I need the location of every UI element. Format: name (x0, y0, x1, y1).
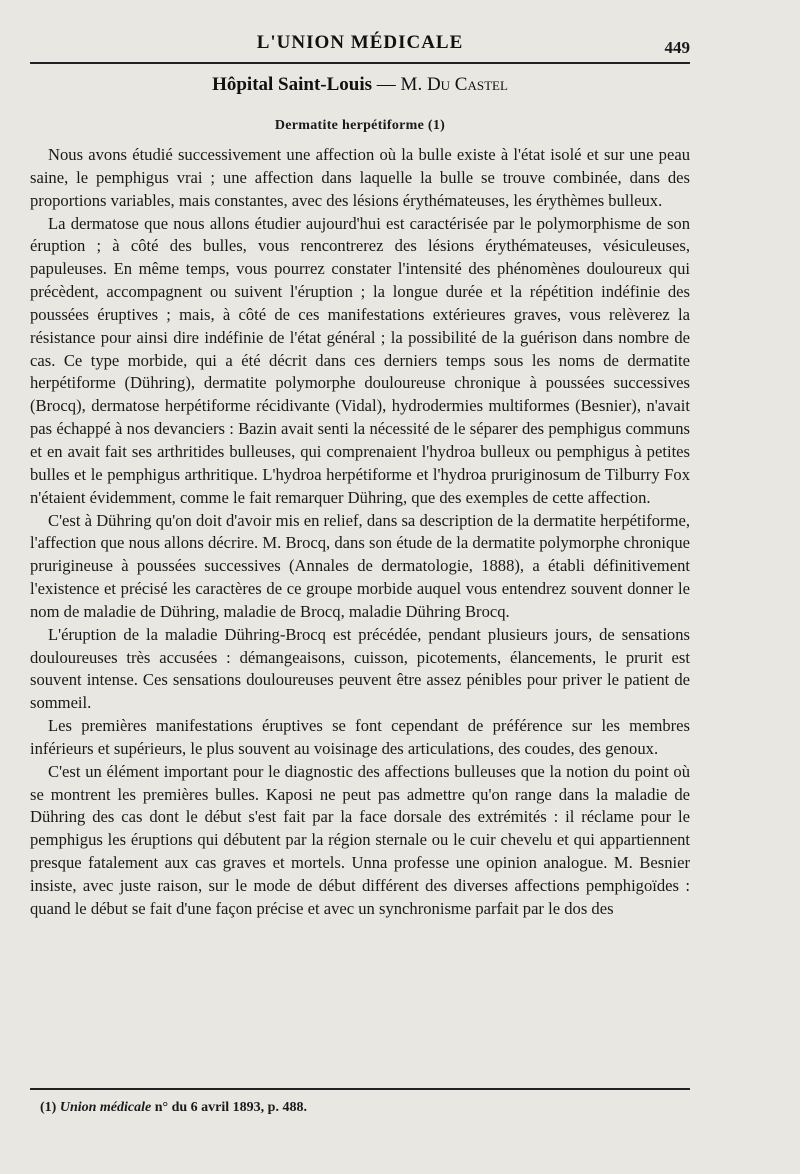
hospital-name: Hôpital Saint-Louis (212, 74, 373, 95)
paragraph: Nous avons étudié successivement une affection où la bulle existe à l'état isolé et sur une peau saine, le pemphigus vrai ; une affection dans laquelle la bulle se trouve combinée, dans des proportions variables, mais constantes, avec des lésions érythémateuses, les érythèmes bulleux. (30, 145, 690, 210)
title-separator: — (376, 74, 396, 95)
author-name: M. Du Castel (400, 74, 508, 95)
running-head (30, 28, 690, 68)
header-rule (30, 62, 690, 64)
paragraph: C'est à Dühring qu'on doit d'avoir mis en relief, dans sa description de la dermatite herpétiforme, l'affection que nous allons décrire. M. Brocq, dans son étude de la dermatite polymorphe chronique prurigineuse à poussées successives (Annales de dermatologie, 1888), a établi définitivement l'existence et précisé les caractères de ce groupe morbide auquel vous entendrez souvent donner le nom de maladie de Dühring, maladie de Brocq, maladie Dühring Brocq. (30, 510, 690, 621)
paragraph: Les premières manifestations éruptives se font cependant de préférence sur les membres inférieurs et supérieurs, le plus souvent au voisinage des articulations, des coudes, des genoux. (30, 716, 690, 758)
article-title (30, 74, 690, 96)
footnote-journal: Union médicale (59, 1100, 152, 1115)
paragraph: C'est un élément important pour le diagnostic des affections bulleuses que la notion du point où se montrent les premières bulles. Kaposi ne peut pas admettre qu'on range dans la maladie de Dühring des cas dont le début s'est fait par la face dorsale des extrémités : il réclame pour le pemphigus les éruptions qui débutent par la région sternale ou le cuir chevelu et qui appartiennent presque fatalement aux cas graves et mortels. Unna professe une opinion analogue. M. Besnier insiste, avec juste raison, sur le mode de début différent des diverses affections pemphigoïdes : quand le début se fait d'une façon précise et avec un synchronisme parfait par le dos des (30, 761, 690, 918)
paragraph: La dermatose que nous allons étudier aujourd'hui est caractérisée par le polymorphisme de son éruption ; à côté des bulles, vous rencontrerez des lésions érythémateuses, vésiculeuses, papuleuses. En même temps, vous pourrez constater l'intensité des phénomènes douloureux qui précèdent, accompagnent ou suivent l'éruption ; la longue durée et la répétition indéfinie des poussées éruptives ; mais, à côté de ces manifestations extérieures graves, vous relèverez la résistance pour ainsi dire indéfinie de l'état général ; la possibilité de la guérison dans nombre de cas. Ce type morbide, qui a été décrit dans ces derniers temps sous les noms de dermatite herpétiforme (Dühring), dermatite polymorphe douloureuse chronique à poussées successives (Brocq), dermatose herpétiforme récidivante (Vidal), hydrodermies multiformes (Besnier), n'avait pas échappé à nos devanciers : Bazin avait senti la nécessité de le séparer des pemphigus communs et en avait fait ses arthritides bulleuses, qui comprenaient l'hydroa bulleux ou pemphigus à petites bulles et le pemphigus arthritique. L'hydroa herpétiforme et l'hydroa pruriginosum de Tilburry Fox n'étaient évidemment, comme le fait remarquer Dühring, que des exemples de cette affection. (30, 213, 690, 507)
journal-title: L'UNION MÉDICALE (256, 32, 464, 53)
body-text (30, 144, 690, 921)
footnote-text: n° du 6 avril 1893, p. 488. (154, 1100, 307, 1115)
paragraph: L'éruption de la maladie Dühring-Brocq est précédée, pendant plusieurs jours, de sensations douloureuses très accusées : démangeaisons, cuisson, picotements, élancements, le prurit est souvent intense. Ces sensations douloureuses peuvent être assez pénibles pour priver le patient de sommeil. (30, 624, 690, 713)
page-number: 449 (664, 38, 690, 57)
article-subtitle: Dermatite herpétiforme (1) (274, 118, 446, 133)
footnote-rule (30, 1088, 690, 1090)
footnote-marker: (1) (40, 1100, 57, 1115)
footnote (40, 1100, 307, 1116)
